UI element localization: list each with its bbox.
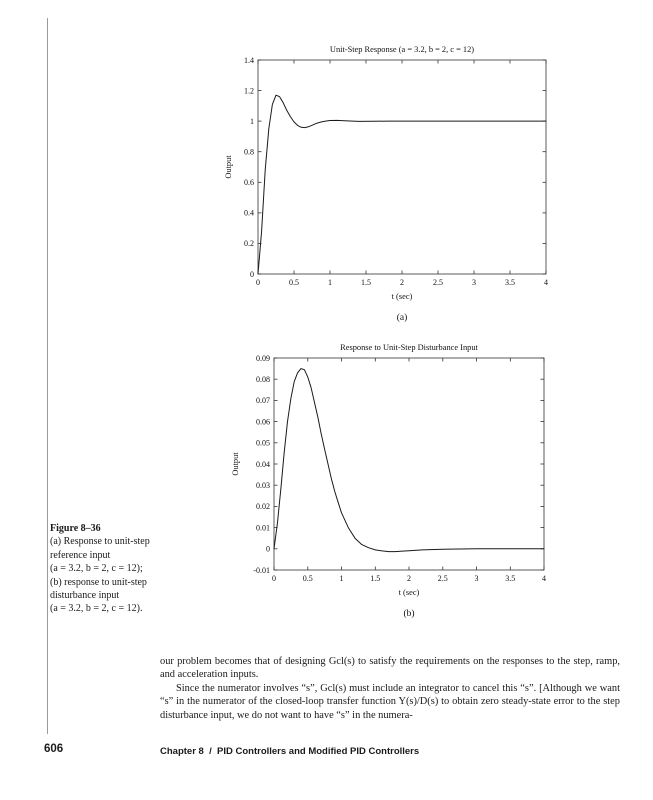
svg-text:0.4: 0.4 [244, 208, 254, 218]
svg-text:0.04: 0.04 [256, 459, 270, 469]
svg-text:1.2: 1.2 [244, 86, 254, 96]
figure-caption-line: (a = 3.2, b = 2, c = 12). [50, 603, 143, 615]
svg-text:3.5: 3.5 [505, 574, 516, 583]
svg-text:1.4: 1.4 [244, 55, 254, 65]
chart-b-plot [226, 336, 556, 606]
svg-text:1.5: 1.5 [361, 278, 371, 287]
body-paragraph-2: Since the numerator involves “s”, Gcl(s) must include an integrator to cancel this “s”. [Although we want “s” in the numerator of the closed-loop transfer function Y(s)/D(s) to obtain zero steady-state error to the step disturbance input, we do not want to have “s” in the numera- [160, 682, 620, 721]
page-number: 606 [44, 743, 64, 755]
svg-text:1: 1 [328, 278, 332, 287]
svg-text:0.5: 0.5 [289, 278, 299, 287]
figure-caption-line: (b) response to unit-step [50, 576, 147, 588]
svg-text:4: 4 [542, 574, 546, 583]
svg-text:0.8: 0.8 [244, 147, 254, 157]
svg-text:0: 0 [272, 574, 276, 583]
svg-text:2.5: 2.5 [433, 278, 443, 287]
body-paragraph-1: our problem becomes that of designing Gcl(s) to satisfy the requirements on the responses to the step, ramp, and acceleration inputs. [160, 656, 620, 681]
running-footer: Chapter 8 / PID Controllers and Modified PID Controllers [160, 746, 420, 757]
svg-text:3: 3 [472, 278, 476, 287]
svg-text:1: 1 [339, 574, 344, 583]
svg-text:Unit-Step Response (a = 3.2, b: Unit-Step Response (a = 3.2, b = 2, c = 12) [329, 45, 475, 54]
figure-8-36-chart-b [226, 336, 556, 619]
svg-text:2: 2 [400, 278, 404, 287]
svg-text:1: 1 [250, 116, 254, 126]
figure-caption [50, 522, 172, 616]
figure-caption-line: (a) Response to unit-step [50, 536, 150, 548]
svg-text:0.06: 0.06 [256, 417, 270, 427]
svg-text:0.03: 0.03 [256, 481, 270, 490]
svg-text:t (sec): t (sec) [391, 292, 413, 301]
chart-a-sublabel: (a) [396, 313, 408, 323]
svg-text:0: 0 [256, 278, 260, 287]
chart-a-plot [218, 38, 558, 310]
svg-text:1.5: 1.5 [370, 574, 381, 583]
figure-8-36-chart-a [218, 38, 558, 323]
svg-text:2: 2 [407, 574, 411, 583]
svg-text:3.5: 3.5 [505, 278, 515, 287]
figure-caption-line: (a = 3.2, b = 2, c = 12); [50, 563, 143, 575]
figure-caption-line: disturbance input [50, 590, 120, 602]
svg-text:0.02: 0.02 [256, 502, 270, 512]
svg-text:0.09: 0.09 [256, 353, 270, 363]
svg-text:0.5: 0.5 [302, 574, 313, 583]
svg-text:4: 4 [544, 278, 548, 287]
figure-caption-title: Figure 8–36 [50, 523, 101, 534]
svg-text:0.08: 0.08 [256, 375, 270, 384]
svg-text:0: 0 [266, 544, 270, 554]
svg-text:Response to Unit-Step Disturba: Response to Unit-Step Disturbance Input [340, 343, 478, 352]
margin-rule [47, 18, 48, 734]
svg-text:0.07: 0.07 [256, 396, 270, 406]
chart-b-sublabel: (b) [403, 609, 415, 619]
svg-text:0.2: 0.2 [244, 239, 254, 249]
svg-text:t (sec): t (sec) [398, 588, 420, 597]
svg-text:Output: Output [231, 452, 240, 476]
figure-caption-line: reference input [50, 549, 111, 561]
svg-text:0: 0 [250, 269, 254, 279]
svg-text:3: 3 [474, 574, 479, 583]
svg-text:0.01: 0.01 [256, 523, 270, 533]
svg-text:0.05: 0.05 [256, 438, 270, 448]
svg-text:Output: Output [224, 155, 233, 179]
svg-text:-0.01: -0.01 [253, 565, 270, 575]
body-text [160, 655, 620, 722]
svg-text:0.6: 0.6 [244, 178, 254, 188]
svg-text:2.5: 2.5 [437, 574, 448, 583]
